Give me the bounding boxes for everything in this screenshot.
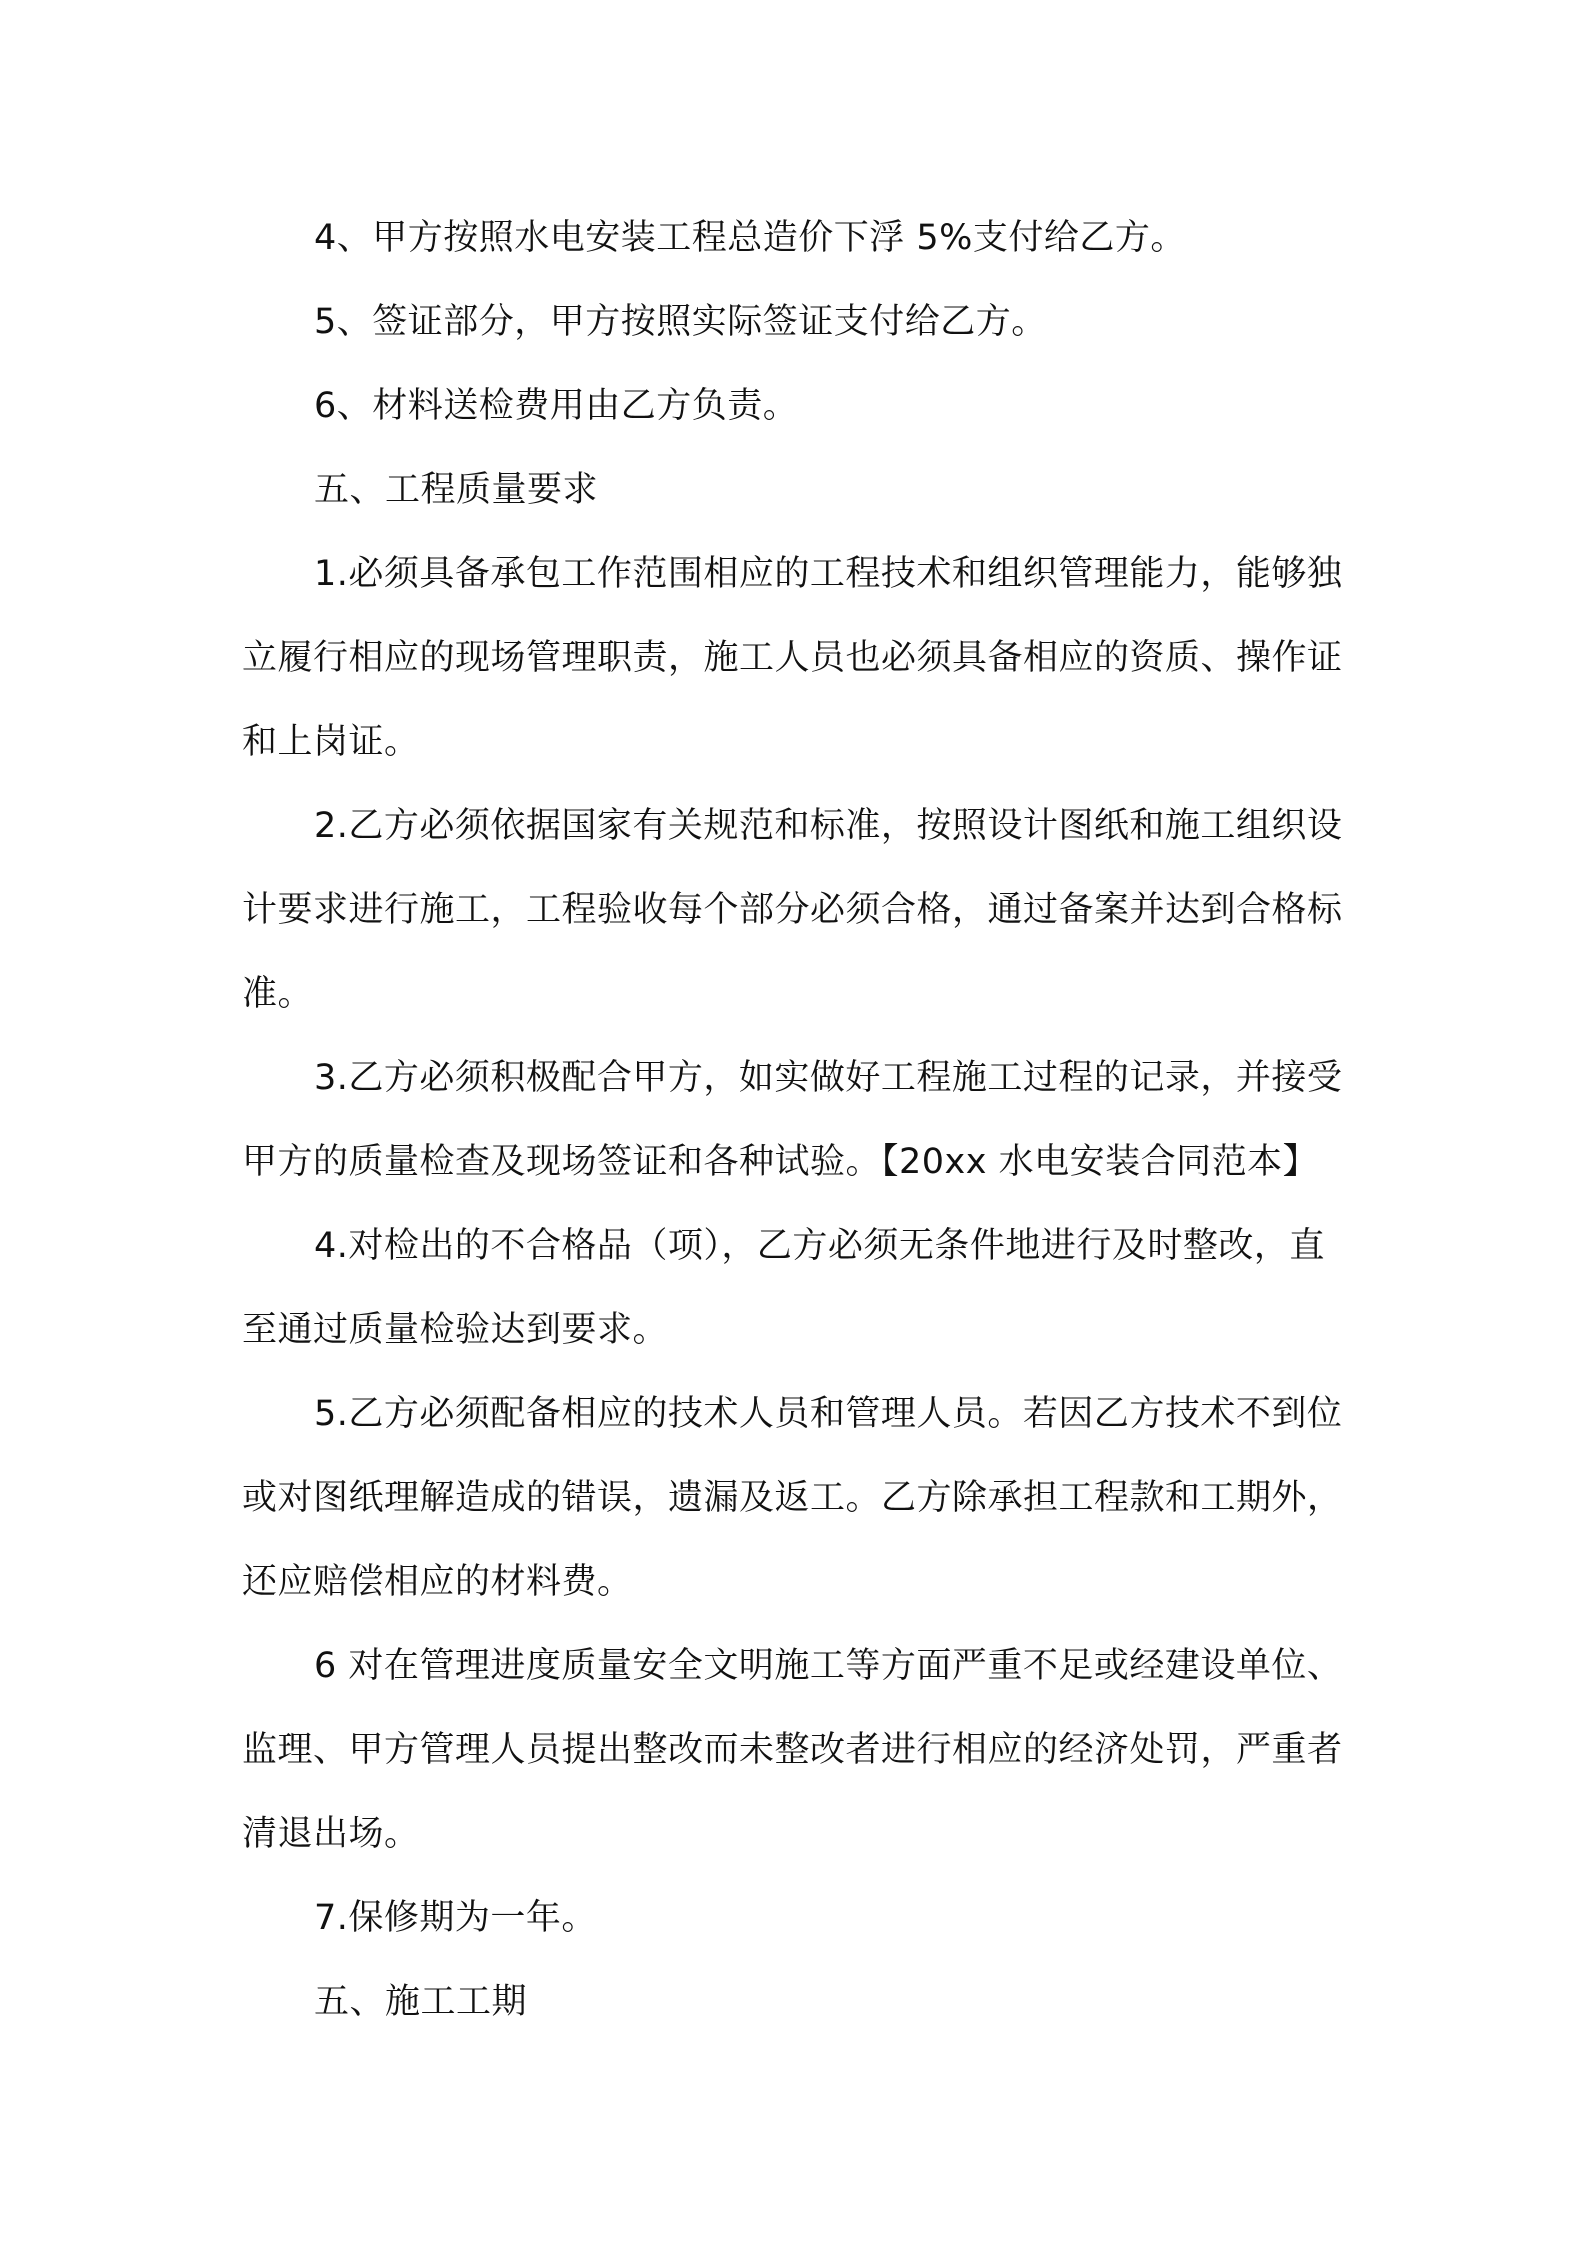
quality-item-1: 1.必须具备承包工作范围相应的工程技术和组织管理能力，能够独立履行相应的现场管理职责，施工人员也必须具备相应的资质、操作证和上岗证。 [242,554,1343,762]
clause-5-visa: 5、签证部分，甲方按照实际签证支付给乙方。 [314,302,1047,342]
quality-item-2: 2.乙方必须依据国家有关规范和标准，按照设计图纸和施工组织设计要求进行施工，工程验收每个部分必须合格，通过备案并达到合格标准。 [242,806,1343,1014]
section-heading-schedule: 五、施工工期 [314,1982,528,2022]
clause-4-payment: 4、甲方按照水电安装工程总造价下浮 5%支付给乙方。 [314,218,1186,258]
clause-6-inspection-fee: 6、材料送检费用由乙方负责。 [314,386,799,426]
quality-item-3: 3.乙方必须积极配合甲方，如实做好工程施工过程的记录，并接受甲方的质量检查及现场签证和各种试验。【20xx 水电安装合同范本】 [242,1058,1343,1182]
quality-item-5: 5.乙方必须配备相应的技术人员和管理人员。若因乙方技术不到位或对图纸理解造成的错误，遗漏及返工。乙方除承担工程款和工期外，还应赔偿相应的材料费。 [242,1394,1343,1602]
quality-item-7: 7.保修期为一年。 [314,1898,597,1938]
quality-item-6: 6 对在管理进度质量安全文明施工等方面严重不足或经建设单位、监理、甲方管理人员提出整改而未整改者进行相应的经济处罚，严重者清退出场。 [242,1646,1343,1854]
section-heading-quality: 五、工程质量要求 [314,470,599,510]
quality-item-4: 4.对检出的不合格品（项），乙方必须无条件地进行及时整改，直至通过质量检验达到要求。 [242,1226,1325,1350]
document-body [242,196,1354,2044]
